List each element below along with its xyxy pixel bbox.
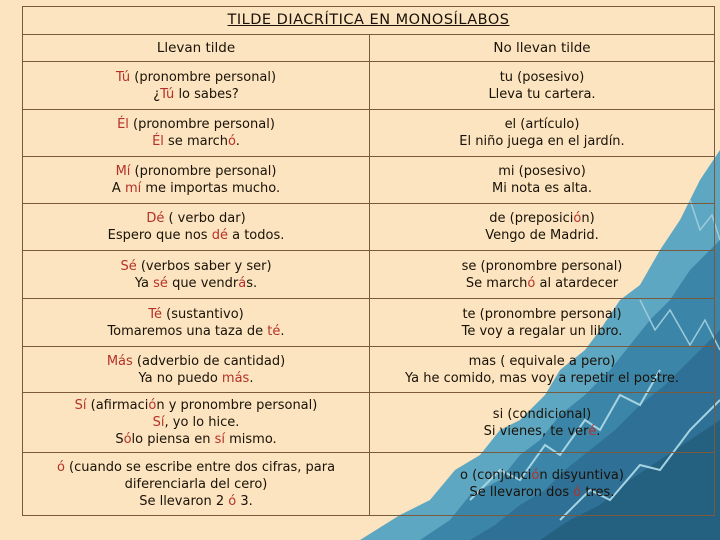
text-segment: s.	[246, 275, 258, 291]
text-segment: Se llevaron 2	[139, 493, 229, 509]
accented-word: ó	[531, 468, 540, 483]
cell-without-tilde	[370, 204, 715, 251]
cell-without-tilde	[370, 110, 715, 157]
cell-line	[374, 370, 710, 387]
accented-word: Dé	[146, 211, 165, 226]
accented-word: ó	[573, 485, 582, 500]
text-segment: se march	[163, 134, 229, 149]
text-segment: al atardecer	[535, 275, 619, 291]
text-segment: (pronombre personal)	[130, 69, 277, 85]
cell-with-tilde	[23, 110, 370, 157]
text-segment: (afirmaci	[86, 398, 149, 413]
text-segment: n)	[581, 211, 595, 226]
text-segment: lo piensa en	[131, 432, 215, 447]
cell-line	[374, 227, 710, 244]
text-segment: (sustantivo)	[162, 306, 244, 322]
accented-word: ó	[228, 493, 237, 509]
cell-line	[27, 133, 365, 150]
cell-line	[374, 353, 710, 370]
text-segment: ( verbo dar)	[164, 211, 246, 226]
cell-line	[27, 258, 365, 275]
text-segment: Se march	[465, 275, 528, 291]
table-row	[23, 453, 715, 516]
accented-word: é	[588, 423, 597, 439]
cell-with-tilde	[23, 299, 370, 347]
cell-line	[374, 406, 710, 423]
text-segment: te (pronombre personal)	[462, 306, 622, 322]
text-segment: (verbos saber y ser)	[136, 258, 272, 274]
text-segment: (pronombre personal)	[130, 164, 277, 179]
text-segment: diferenciarla del cero)	[124, 476, 268, 492]
cell-line	[374, 69, 710, 86]
accented-word: más	[221, 370, 250, 386]
cell-line	[27, 86, 365, 103]
cell-line	[374, 275, 710, 292]
cell-line	[374, 116, 710, 133]
text-segment: .	[280, 323, 285, 339]
cell-without-tilde	[370, 299, 715, 347]
accented-word: Sí	[152, 415, 165, 430]
accented-word: ó	[123, 432, 132, 447]
text-segment: El niño juega en el jardín.	[459, 134, 625, 149]
cell-with-tilde	[23, 62, 370, 110]
accented-word: Sí	[74, 398, 87, 413]
accented-word: Tú	[160, 86, 175, 102]
text-segment: de (preposici	[489, 211, 574, 226]
table-row	[23, 110, 715, 157]
cell-with-tilde	[23, 393, 370, 453]
cell-without-tilde	[370, 393, 715, 453]
cell-line	[27, 180, 365, 197]
text-segment: o (conjunci	[460, 468, 532, 483]
text-segment: Se llevaron dos	[469, 485, 574, 500]
cell-line	[374, 306, 710, 323]
text-segment: Espero que nos	[107, 228, 212, 243]
text-segment: mas ( equivale a pero)	[468, 353, 616, 369]
cell-line	[27, 476, 365, 493]
accented-word: Té	[148, 306, 162, 322]
text-segment: S	[115, 432, 124, 447]
cell-without-tilde	[370, 157, 715, 204]
accented-word: ó	[228, 134, 236, 149]
accented-word: Tú	[115, 69, 131, 85]
text-segment: que vendr	[167, 275, 239, 291]
text-segment: n y pronombre personal)	[156, 398, 318, 413]
text-segment: lo sabes?	[174, 86, 239, 102]
cell-with-tilde	[23, 347, 370, 393]
cell-line	[374, 258, 710, 275]
cell-line	[374, 484, 710, 501]
text-segment: (cuando se escribe entre dos cifras, para	[64, 459, 336, 475]
accented-word: dé	[211, 228, 228, 243]
table-row	[23, 251, 715, 299]
accented-word: Más	[106, 353, 133, 369]
accented-word: mí	[124, 181, 142, 196]
cell-line	[27, 397, 365, 414]
text-segment: n disyuntiva)	[539, 468, 624, 483]
cell-line	[27, 370, 365, 387]
header-no-llevan-tilde: No llevan tilde	[370, 35, 715, 62]
accented-word: Él	[152, 134, 164, 149]
table-row	[23, 393, 715, 453]
cell-line	[27, 414, 365, 431]
cell-line	[374, 210, 710, 227]
table-row	[23, 299, 715, 347]
text-segment: me importas mucho.	[141, 181, 281, 196]
accented-word: Mí	[115, 164, 131, 179]
accented-word: ó	[527, 275, 536, 291]
cell-line	[374, 423, 710, 440]
cell-without-tilde	[370, 62, 715, 110]
text-segment: Si vienes, te ver	[483, 423, 589, 439]
text-segment: Ya	[134, 275, 154, 291]
cell-line	[374, 163, 710, 180]
text-segment: se (pronombre personal)	[461, 258, 623, 274]
diacritic-table	[22, 6, 715, 516]
cell-without-tilde	[370, 347, 715, 393]
text-segment: 3.	[236, 493, 253, 509]
cell-with-tilde	[23, 157, 370, 204]
accented-word: sí	[214, 432, 225, 447]
accented-word: ó	[573, 211, 582, 226]
cell-line	[27, 227, 365, 244]
cell-with-tilde	[23, 453, 370, 516]
cell-line	[27, 353, 365, 370]
text-segment: si (condicional)	[492, 406, 592, 422]
accented-word: ó	[56, 459, 65, 475]
table-row	[23, 62, 715, 110]
table-row	[23, 347, 715, 393]
cell-with-tilde	[23, 204, 370, 251]
cell-without-tilde	[370, 453, 715, 516]
cell-line	[27, 210, 365, 227]
cell-line	[374, 133, 710, 150]
cell-line	[27, 493, 365, 510]
text-segment: a todos.	[227, 228, 285, 243]
cell-line	[27, 459, 365, 476]
text-segment: .	[596, 423, 601, 439]
cell-line	[27, 431, 365, 448]
cell-line	[27, 69, 365, 86]
text-segment: mismo.	[224, 432, 277, 447]
cell-line	[374, 323, 710, 340]
text-segment: (pronombre personal)	[128, 117, 275, 132]
cell-line	[27, 323, 365, 340]
cell-with-tilde	[23, 251, 370, 299]
text-segment: , yo lo hice.	[164, 415, 240, 430]
title-row	[23, 7, 715, 35]
text-segment: Tomaremos una taza de	[107, 323, 268, 339]
cell-line	[27, 306, 365, 323]
table-row	[23, 204, 715, 251]
text-segment: (adverbio de cantidad)	[132, 353, 286, 369]
table-title: TILDE DIACRÍTICA EN MONOSÍLABOS	[23, 7, 715, 35]
text-segment: tu (posesivo)	[499, 69, 585, 85]
cell-line	[27, 163, 365, 180]
text-segment: Ya he comido, mas voy a repetir el postre.	[404, 370, 680, 386]
text-segment: Lleva tu cartera.	[488, 86, 596, 102]
text-segment: ¿	[153, 86, 161, 102]
text-segment: Mi nota es alta.	[491, 181, 593, 196]
text-segment: .	[249, 370, 254, 386]
text-segment: .	[235, 134, 240, 149]
cell-line	[374, 86, 710, 103]
table-row	[23, 157, 715, 204]
cell-line	[374, 467, 710, 484]
text-segment: A	[111, 181, 125, 196]
accented-word: á	[238, 275, 247, 291]
accented-word: ó	[148, 398, 157, 413]
text-segment: Te voy a regalar un libro.	[461, 323, 623, 339]
cell-line	[27, 116, 365, 133]
header-row	[23, 35, 715, 62]
accented-word: Él	[117, 117, 129, 132]
header-llevan-tilde: Llevan tilde	[23, 35, 370, 62]
text-segment: tres.	[581, 485, 615, 500]
accented-word: sé	[153, 275, 168, 291]
text-segment: Vengo de Madrid.	[485, 228, 599, 243]
text-segment: mi (posesivo)	[498, 164, 586, 179]
text-segment: el (artículo)	[504, 117, 580, 132]
cell-line	[27, 275, 365, 292]
text-segment: Ya no puedo	[138, 370, 222, 386]
accented-word: Sé	[120, 258, 137, 274]
cell-without-tilde	[370, 251, 715, 299]
cell-line	[374, 180, 710, 197]
accented-word: té	[267, 323, 281, 339]
